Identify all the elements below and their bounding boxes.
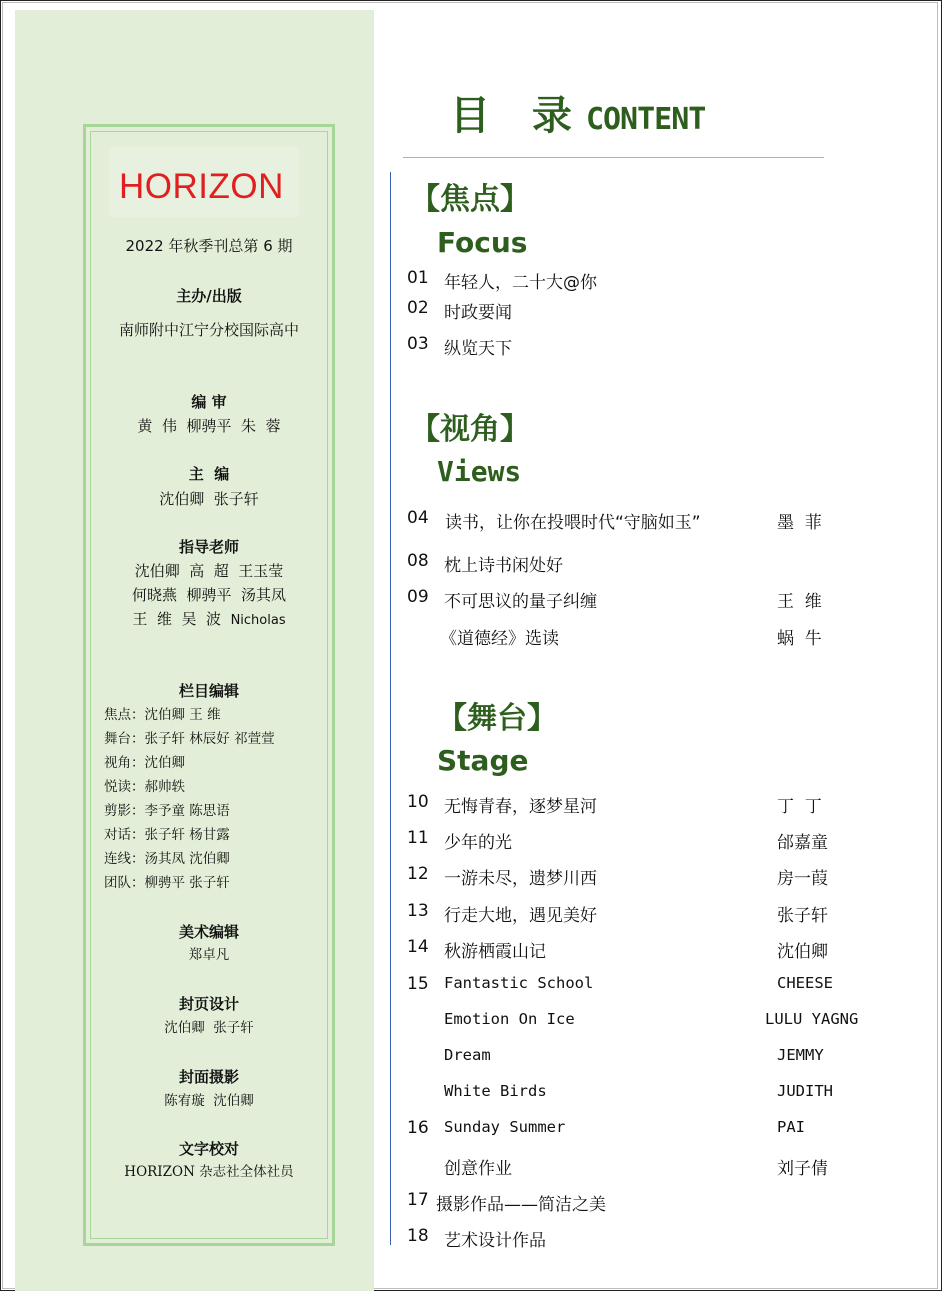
teachers-label: 指导老师: [178, 538, 239, 556]
toc-author: 墨 菲: [777, 513, 822, 533]
page-title: 目 录CONTENT: [450, 93, 706, 139]
column-editor-row: 剪影：李予童 陈思语: [104, 803, 230, 819]
art-editor-label: 美术编辑: [178, 923, 239, 941]
cover-photo: 陈宥璇 沈伯卿: [164, 1093, 254, 1109]
proof-label: 文字校对: [178, 1140, 239, 1158]
column-editor-row: 舞台：张子轩 林辰好 祁萱萱: [104, 731, 275, 747]
column-editor-row: 视角：沈伯卿: [104, 755, 185, 771]
cover-design-label: 封页设计: [178, 995, 239, 1013]
cover-photo-label: 封面摄影: [178, 1068, 239, 1086]
toc-author: 刘子倩: [777, 1159, 828, 1179]
section-focus-zh: 【焦点】: [410, 182, 530, 217]
toc-author: 房一葭: [777, 869, 828, 889]
toc-author: PAI: [777, 1118, 805, 1136]
section-focus-en: Focus: [437, 226, 528, 259]
toc-entry[interactable]: 创意作业: [444, 1159, 512, 1179]
issue-line: 2022 年秋季刊总第 6 期: [125, 237, 293, 255]
toc-author: 丁 丁: [777, 797, 822, 817]
column-editor-row: 连线：汤其凤 沈伯卿: [104, 851, 230, 867]
art-editor: 郑卓凡: [188, 947, 230, 963]
section-views-zh: 【视角】: [410, 412, 530, 447]
toc-author: 王 维: [777, 592, 822, 612]
toc-entry[interactable]: Emotion On Ice: [444, 1010, 575, 1028]
toc-author: 蜗 牛: [777, 629, 822, 649]
toc-author: 张子轩: [777, 906, 828, 926]
column-editors-label: 栏目编辑: [178, 682, 239, 700]
review-names: 黄 伟 柳骋平 朱 蓉: [137, 417, 281, 435]
column-editor-row: 团队：柳骋平 张子轩: [104, 875, 230, 891]
toc-entry[interactable]: White Birds: [444, 1082, 547, 1100]
cover-design: 沈伯卿 张子轩: [164, 1020, 254, 1036]
chief-names: 沈伯卿 张子轩: [159, 490, 259, 508]
column-editor-row: 焦点：沈伯卿 王 维: [104, 707, 221, 723]
toc-author: 邰嘉童: [777, 833, 828, 853]
toc-divider: [390, 172, 391, 1245]
review-label: 编 审: [191, 393, 227, 411]
title-divider: [403, 157, 824, 158]
toc-entry[interactable]: Dream: [444, 1046, 491, 1064]
column-editor-row: 悦读：郝帅轶: [104, 779, 185, 795]
teachers-line-3: 王 维 吴 波 Nicholas: [132, 610, 286, 628]
toc-author: JUDITH: [777, 1082, 833, 1100]
toc-author: LULU YAGNG: [765, 1010, 859, 1028]
teachers-line-2: 何晓燕 柳骋平 汤其凤: [131, 586, 287, 604]
section-views-en: Views: [437, 455, 522, 488]
chief-label: 主 编: [188, 465, 230, 483]
teachers-line-1: 沈伯卿 高 超 王玉莹: [134, 562, 284, 580]
section-stage-en: Stage: [437, 744, 529, 777]
toc-author: 沈伯卿: [777, 942, 828, 962]
publisher: 南师附中江宁分校国际高中: [118, 321, 299, 339]
column-editor-row: 对话：张子轩 杨甘露: [104, 827, 230, 843]
proof: HORIZON 杂志社全体社员: [124, 1164, 294, 1180]
publisher-label: 主办/出版: [176, 287, 242, 305]
section-stage-zh: 【舞台】: [437, 701, 557, 736]
toc-author: JEMMY: [777, 1046, 824, 1064]
brand-logo: HORIZON: [119, 167, 284, 206]
toc-author: CHEESE: [777, 974, 833, 992]
